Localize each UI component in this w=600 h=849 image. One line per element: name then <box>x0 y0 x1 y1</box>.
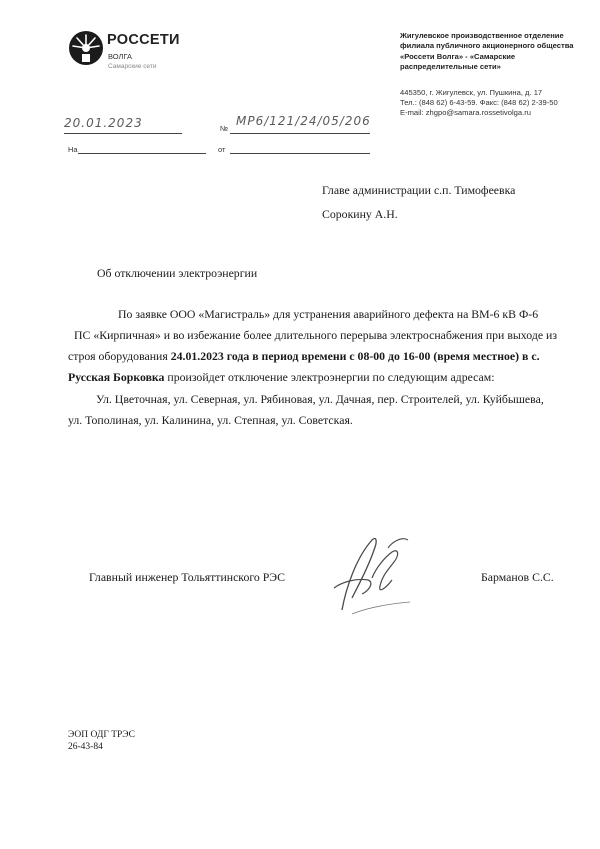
signatory-position: Главный инженер Тольяттинского РЭС <box>89 570 285 584</box>
addressee-position: Главе администрации с.п. Тимофеевка <box>322 183 516 197</box>
body-line <box>68 349 540 364</box>
signatory-name: Барманов С.С. <box>481 570 554 584</box>
sender-email: E-mail: zhgpo@samara.rossetivolga.ru <box>400 108 531 118</box>
letter-subject: Об отключении электроэнергии <box>97 266 258 280</box>
org-line: «Россети Волга» - «Самарские <box>400 51 516 61</box>
number-prefix-label: № <box>220 124 229 133</box>
brand-name: РОССЕТИ <box>107 32 180 48</box>
executor-department: ЭОП ОДГ ТРЭС <box>68 730 135 740</box>
body-line <box>68 370 494 385</box>
sender-phone: Тел.: (848 62) 6-43-59. Факс: (848 62) 2-39-50 <box>400 98 558 108</box>
brand-sub: Самарские сети <box>108 63 157 70</box>
outage-time-text: 24.01.2023 года в период времени с 08-00 до 16-00 (время местное) в с. <box>170 349 540 363</box>
ot-label: от <box>218 145 226 154</box>
rosseti-logo-icon <box>68 30 104 66</box>
sender-address: 445350, г. Жигулевск, ул. Пушкина, д. 17 <box>400 88 543 97</box>
na-underline <box>78 153 206 154</box>
number-underline <box>230 133 370 134</box>
org-line: филиала публичного акционерного общества <box>400 41 574 51</box>
org-line: Жигулевское производственное отделение <box>400 31 564 40</box>
sender-contacts <box>400 88 585 119</box>
body-text: строя оборудования <box>68 349 171 363</box>
ot-underline <box>230 153 370 154</box>
handwritten-signature-icon <box>312 528 422 624</box>
na-label: На <box>68 145 78 154</box>
body-line: ул. Тополиная, ул. Калинина, ул. Степная, ул. Советская. <box>68 413 353 427</box>
body-line: ПС «Кирпичная» и во избежание более длительного перерыва электроснабжения при выходе из <box>74 328 557 342</box>
org-line: распределительные сети» <box>400 62 501 72</box>
brand-region: ВОЛГА <box>108 52 132 61</box>
sender-organization <box>400 31 585 73</box>
outgoing-date-handwritten: 20.01.2023 <box>64 116 143 130</box>
addressee-name: Сорокину А.Н. <box>322 207 398 221</box>
executor-phone: 26-43-84 <box>68 742 103 752</box>
body-text: произойдет отключение электроэнергии по следующим адресам: <box>164 370 495 384</box>
body-line: Ул. Цветочная, ул. Северная, ул. Рябиновая, ул. Дачная, пер. Строителей, ул. Куйбышева, <box>96 392 544 406</box>
body-line: По заявке ООО «Магистраль» для устранения аварийного дефекта на ВМ-6 кВ Ф-6 <box>118 307 539 321</box>
outgoing-number-handwritten: МР6/121/24/05/206 <box>236 114 371 128</box>
date-underline <box>64 133 182 134</box>
settlement-name: Русская Борковка <box>68 370 165 384</box>
